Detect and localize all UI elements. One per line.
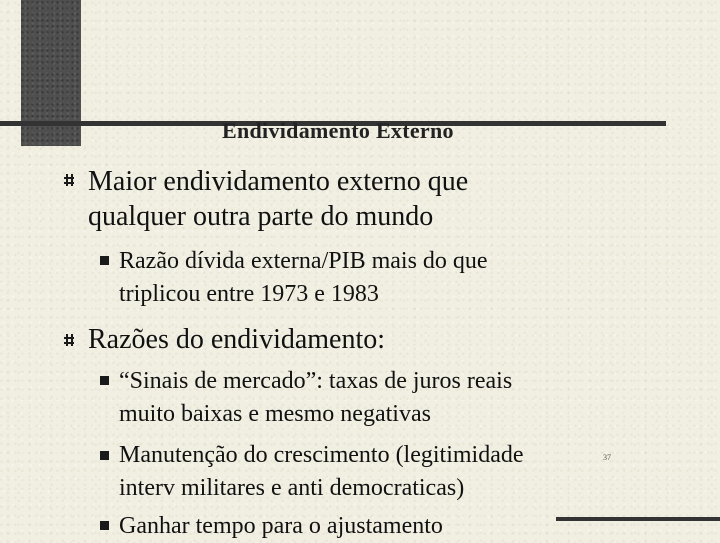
- bullet-text: Maior endividamento externo que qualquer outra parte do mundo: [88, 166, 469, 232]
- page-number: 37: [603, 453, 611, 462]
- bullet-marker-icon: [64, 334, 74, 346]
- sub-bullet-text: Razão dívida externa/PIB mais do que triplicou entre 1973 e 1983: [119, 248, 488, 307]
- square-bullet-icon: [100, 521, 109, 530]
- footer-divider: [556, 517, 720, 521]
- square-bullet-icon: [100, 451, 109, 460]
- square-bullet-icon: [100, 256, 109, 265]
- square-bullet-icon: [100, 376, 109, 385]
- sub-bullet-text: Manutenção do crescimento (legitimidade interv militares e anti democraticas): [119, 442, 524, 501]
- sub-bullet-text: Ganhar tempo para o ajustamento: [119, 513, 443, 539]
- sub-bullet-text: “Sinais de mercado”: taxas de juros reais muito baixas e mesmo negativas: [119, 368, 513, 427]
- slide-title: Endividamento Externo: [222, 118, 454, 143]
- bullet-text: Razões do endividamento:: [88, 324, 386, 355]
- bullet-marker-icon: [64, 174, 74, 186]
